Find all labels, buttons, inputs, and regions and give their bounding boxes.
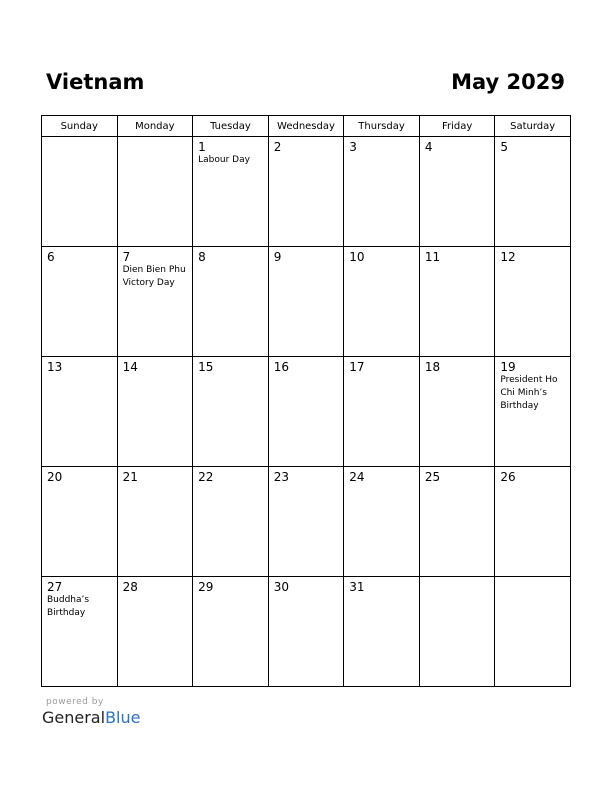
weekday-header-tuesday: Tuesday (193, 116, 269, 137)
day-cell (193, 577, 269, 687)
day-cell (419, 137, 495, 247)
logo-blue-text: Blue (105, 708, 141, 727)
day-cell (117, 137, 193, 247)
day-cell (495, 467, 571, 577)
day-number: 26 (500, 470, 516, 484)
week-row (42, 357, 571, 467)
day-number: 16 (273, 360, 289, 374)
day-cell (117, 357, 193, 467)
powered-by-text: powered by (46, 697, 104, 707)
week-row (42, 577, 571, 687)
day-cell (42, 467, 118, 577)
day-number: 23 (273, 470, 289, 484)
day-number: 12 (500, 250, 516, 264)
holiday-label: Labour Day (198, 155, 250, 165)
weekday-header-wednesday: Wednesday (268, 116, 344, 137)
day-number: 5 (500, 140, 509, 154)
holiday-label: Buddha’s Birthday (47, 595, 90, 618)
day-number: 21 (122, 470, 138, 484)
day-number: 27 (47, 580, 63, 594)
day-number: 15 (198, 360, 214, 374)
day-number: 29 (198, 580, 214, 594)
day-number: 10 (349, 250, 365, 264)
day-cell (117, 247, 193, 357)
day-number: 20 (47, 470, 63, 484)
day-number: 4 (424, 140, 433, 154)
day-number: 22 (198, 470, 214, 484)
day-number: 6 (47, 250, 55, 264)
day-cell (117, 577, 193, 687)
weekday-header-thursday: Thursday (344, 116, 420, 137)
day-number: 7 (122, 250, 131, 264)
day-cell (344, 577, 420, 687)
day-number: 9 (273, 250, 282, 264)
logo-general-text: General (42, 708, 106, 727)
day-number: 31 (349, 580, 365, 594)
week-row (42, 467, 571, 577)
day-number (118, 137, 193, 140)
weekday-header-saturday: Saturday (495, 116, 571, 137)
day-cell (268, 467, 344, 577)
day-cell (42, 137, 118, 247)
day-cell (344, 467, 420, 577)
week-row (42, 137, 571, 247)
day-cell (419, 357, 495, 467)
day-cell (495, 137, 571, 247)
day-number: 8 (198, 250, 206, 264)
day-number: 13 (47, 360, 63, 374)
weekday-header-friday: Friday (419, 116, 495, 137)
day-number (42, 137, 117, 140)
weekday-header-row (42, 116, 571, 137)
country-title: Vietnam (46, 70, 145, 94)
calendar-grid (41, 115, 571, 687)
day-number: 28 (122, 580, 138, 594)
day-number: 30 (273, 580, 289, 594)
day-number (495, 577, 570, 580)
day-cell (268, 577, 344, 687)
day-cell (117, 467, 193, 577)
day-cell (42, 357, 118, 467)
day-cell (42, 577, 118, 687)
day-cell (42, 247, 118, 357)
generalblue-logo (42, 708, 140, 727)
day-cell (193, 137, 269, 247)
day-number: 17 (349, 360, 365, 374)
weekday-header-monday: Monday (117, 116, 193, 137)
day-number: 25 (424, 470, 441, 484)
day-cell (495, 577, 571, 687)
day-number: 24 (349, 470, 365, 484)
day-cell (193, 467, 269, 577)
day-number: 18 (424, 360, 441, 374)
day-cell (268, 247, 344, 357)
day-number: 1 (198, 140, 206, 154)
day-cell (344, 357, 420, 467)
day-number (420, 577, 495, 580)
day-cell (193, 247, 269, 357)
month-year-title: May 2029 (451, 70, 565, 94)
week-row (42, 247, 571, 357)
holiday-label: President Ho Chi Minh’s Birthday (500, 375, 558, 411)
weekday-header-sunday: Sunday (42, 116, 118, 137)
day-number: 11 (424, 250, 441, 264)
day-cell (268, 137, 344, 247)
day-cell (419, 247, 495, 357)
day-cell (268, 357, 344, 467)
day-cell (495, 247, 571, 357)
day-cell (419, 577, 495, 687)
day-number: 19 (500, 360, 516, 374)
holiday-label: Dien Bien Phu Victory Day (122, 265, 186, 288)
day-cell (419, 467, 495, 577)
calendar-body (42, 137, 571, 687)
day-cell (193, 357, 269, 467)
day-number: 3 (349, 140, 357, 154)
day-cell (344, 137, 420, 247)
day-number: 2 (273, 140, 282, 154)
day-cell (495, 357, 571, 467)
day-number: 14 (122, 360, 138, 374)
day-cell (344, 247, 420, 357)
